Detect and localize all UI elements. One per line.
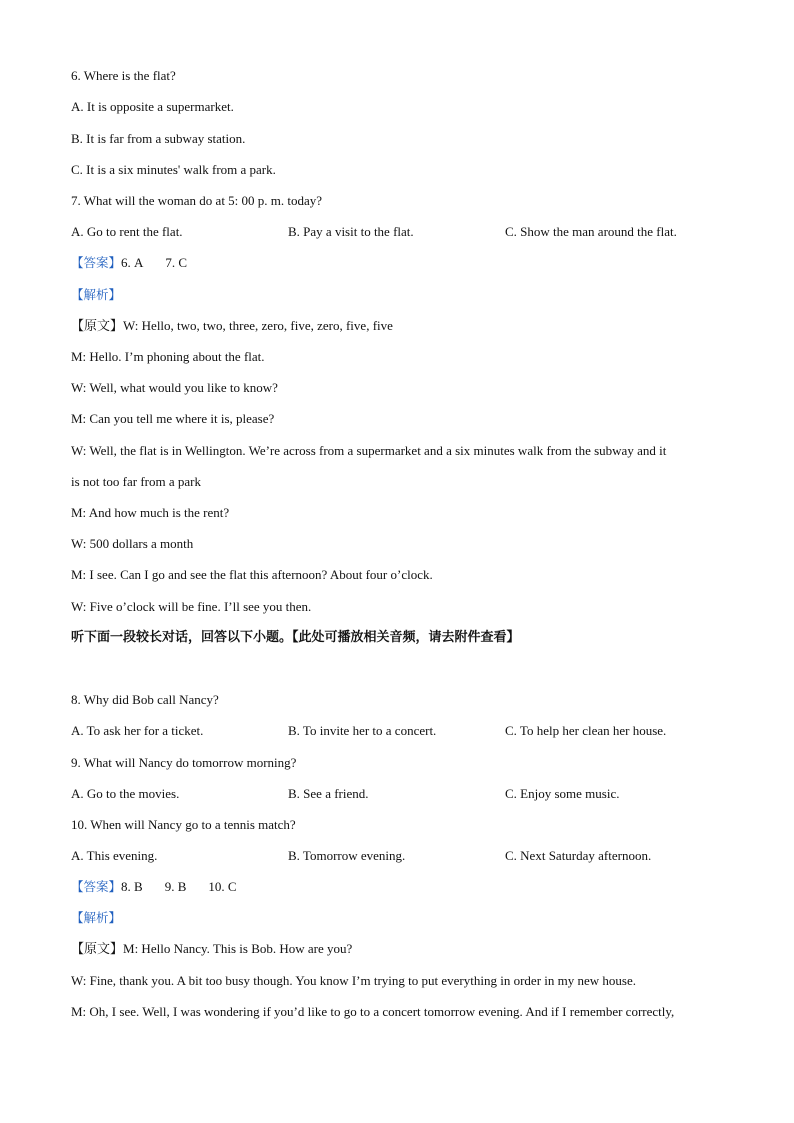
- dialogue-line: is not too far from a park: [71, 474, 201, 489]
- analysis-tag: 【解析】: [71, 287, 122, 302]
- script-line-first: [71, 941, 352, 957]
- answer-item: 9. B: [164, 879, 187, 894]
- answer-tag: 【答案】: [71, 255, 122, 270]
- option-7c: C. Show the man around the flat.: [505, 224, 677, 239]
- option-6a: A. It is opposite a supermarket.: [71, 99, 234, 114]
- dialogue-line: M: And how much is the rent?: [71, 505, 230, 520]
- option-10a: A. This evening.: [71, 848, 158, 863]
- listening-instruction: 听下面一段较长对话，回答以下小题。【此处可播放相关音频，请去附件查看】: [71, 630, 520, 645]
- option-6c: C. It is a six minutes' walk from a park.: [71, 162, 276, 177]
- answer-item: 6. A: [121, 255, 144, 270]
- option-10c: C. Next Saturday afternoon.: [505, 848, 652, 863]
- option-10b: B. Tomorrow evening.: [288, 848, 406, 863]
- answer-line-1: [71, 255, 187, 271]
- answer-item: 7. C: [165, 255, 188, 270]
- dialogue-line: W: Five o’clock will be fine. I’ll see you then.: [71, 599, 312, 614]
- option-9c: C. Enjoy some music.: [505, 786, 620, 801]
- question-7: 7. What will the woman do at 5: 00 p. m. today?: [71, 193, 323, 208]
- option-7a: A. Go to rent the flat.: [71, 224, 183, 239]
- script-line-first: [71, 318, 393, 334]
- answer-line-2: [71, 879, 237, 895]
- script-tag: 【原文】: [71, 318, 124, 333]
- option-8b: B. To invite her to a concert.: [288, 723, 437, 738]
- option-8a: A. To ask her for a ticket.: [71, 723, 204, 738]
- question-8: 8. Why did Bob call Nancy?: [71, 692, 219, 707]
- question-6: 6. Where is the flat?: [71, 68, 176, 83]
- option-8c: C. To help her clean her house.: [505, 723, 667, 738]
- dialogue-line: M: Hello Nancy. This is Bob. How are you?: [123, 941, 353, 956]
- dialogue-line: W: Well, the flat is in Wellington. We’re across from a supermarket and a six minutes walk from the subway and it: [71, 443, 667, 458]
- option-9a: A. Go to the movies.: [71, 786, 180, 801]
- question-10: 10. When will Nancy go to a tennis match?: [71, 817, 296, 832]
- answer-item: 10. C: [208, 879, 237, 894]
- dialogue-line: W: Fine, thank you. A bit too busy though. You know I’m trying to put everything in order in my new house.: [71, 973, 636, 988]
- dialogue-line: W: Hello, two, two, three, zero, five, zero, five, five: [123, 318, 393, 333]
- dialogue-line: W: Well, what would you like to know?: [71, 380, 278, 395]
- dialogue-line: W: 500 dollars a month: [71, 536, 194, 551]
- answer-tag: 【答案】: [71, 879, 122, 894]
- question-9: 9. What will Nancy do tomorrow morning?: [71, 755, 297, 770]
- option-6b: B. It is far from a subway station.: [71, 131, 246, 146]
- script-tag: 【原文】: [71, 941, 124, 956]
- dialogue-line: M: Can you tell me where it is, please?: [71, 411, 275, 426]
- dialogue-line: M: I see. Can I go and see the flat this afternoon? About four o’clock.: [71, 567, 433, 582]
- analysis-tag: 【解析】: [71, 910, 122, 925]
- dialogue-line: M: Hello. I’m phoning about the flat.: [71, 349, 265, 364]
- answer-item: 8. B: [121, 879, 143, 894]
- option-9b: B. See a friend.: [288, 786, 369, 801]
- dialogue-line: M: Oh, I see. Well, I was wondering if you’d like to go to a concert tomorrow evening. And if I remember correctly,: [71, 1004, 675, 1019]
- option-7b: B. Pay a visit to the flat.: [288, 224, 414, 239]
